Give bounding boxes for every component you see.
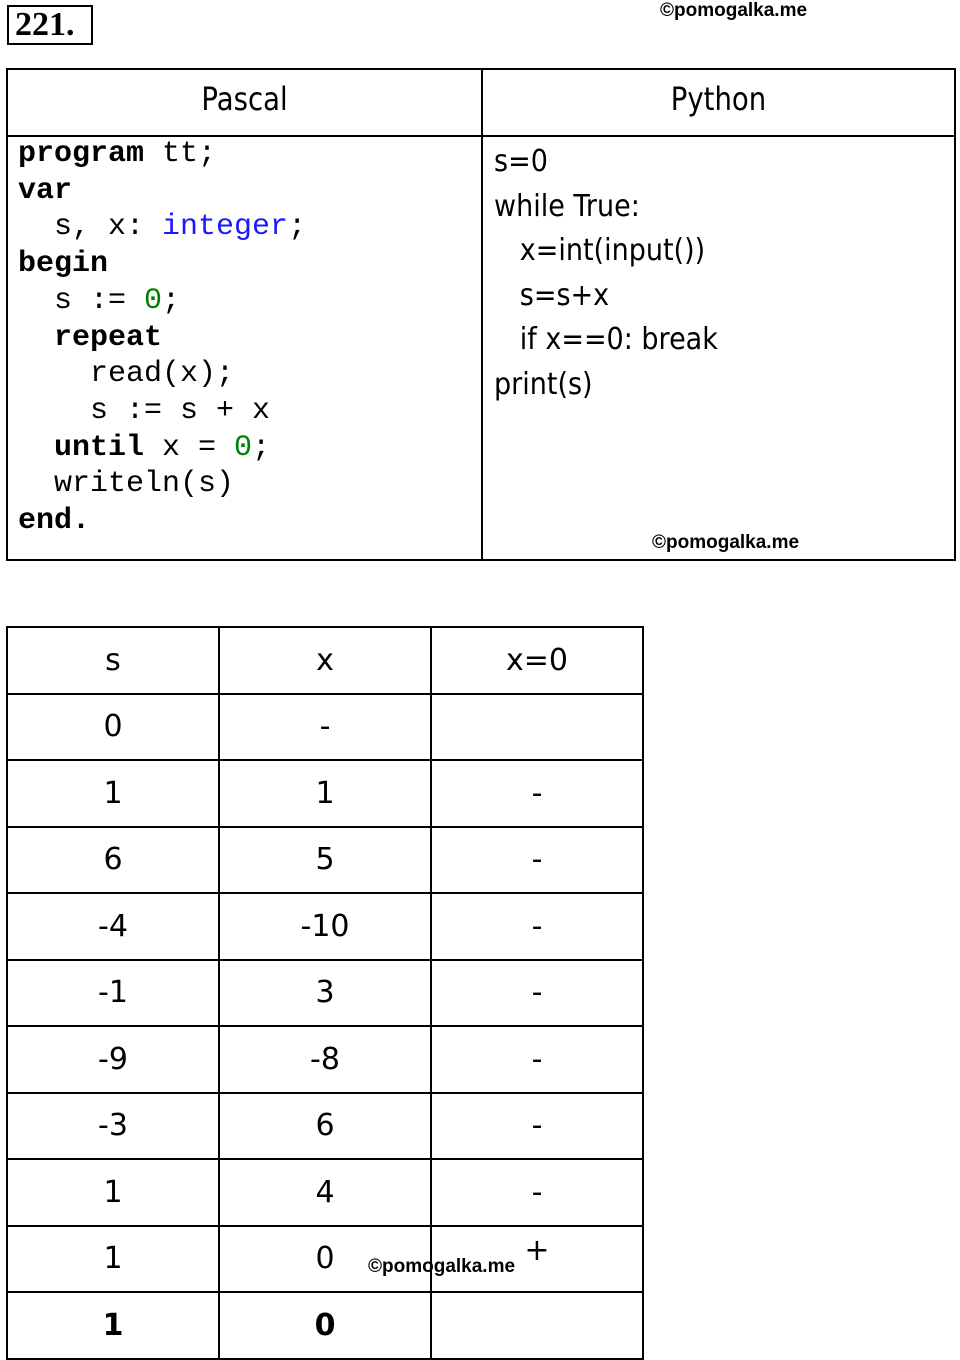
code-token: var bbox=[18, 173, 73, 208]
cell-value: -3 bbox=[98, 1108, 128, 1144]
cell-x bbox=[219, 1093, 431, 1160]
pascal-code-line bbox=[18, 503, 306, 540]
cell-value: 1 bbox=[315, 775, 335, 811]
result-s: 1 bbox=[7, 1292, 219, 1359]
cell-value: - bbox=[531, 775, 543, 811]
code-token: s := bbox=[18, 283, 145, 318]
watermark-python: ©pomogalka.me bbox=[652, 532, 800, 553]
cell-s bbox=[7, 893, 219, 960]
pascal-code-line bbox=[18, 173, 306, 210]
python-code-line: s=0 bbox=[494, 144, 548, 179]
code-token: repeat bbox=[54, 320, 163, 355]
cell-x-equals-zero bbox=[431, 694, 643, 761]
cell-s bbox=[7, 827, 219, 894]
result-x: 0 bbox=[219, 1292, 431, 1359]
cell-s bbox=[7, 694, 219, 761]
cell-s bbox=[7, 1026, 219, 1093]
pascal-code-line bbox=[18, 430, 306, 467]
code-token bbox=[18, 431, 54, 465]
table-row bbox=[7, 827, 643, 894]
cell-value: 0 bbox=[315, 1241, 335, 1277]
cell-value: 4 bbox=[315, 1174, 335, 1210]
cell-x bbox=[219, 1159, 431, 1226]
table-row bbox=[7, 1026, 643, 1093]
pascal-code-line bbox=[18, 136, 306, 173]
cell-s bbox=[7, 1093, 219, 1160]
code-token: 0 bbox=[234, 430, 253, 465]
header-s: s bbox=[7, 627, 219, 694]
cell-x-equals-zero bbox=[431, 1093, 643, 1160]
cell-value: 1 bbox=[103, 1174, 123, 1210]
code-token: until bbox=[54, 430, 145, 465]
cell-x bbox=[219, 760, 431, 827]
cell-value: - bbox=[319, 709, 331, 745]
cell-s bbox=[7, 760, 219, 827]
table-row bbox=[7, 960, 643, 1027]
code-token: begin bbox=[18, 247, 109, 282]
table-row bbox=[7, 694, 643, 761]
header-x: x bbox=[219, 627, 431, 694]
python-code-line: while True: bbox=[494, 188, 640, 224]
cell-x bbox=[219, 1026, 431, 1093]
cell-value: 6 bbox=[103, 842, 123, 878]
pascal-code-line bbox=[18, 209, 306, 246]
cell-x bbox=[219, 893, 431, 960]
python-code-line: s=s+x bbox=[494, 277, 610, 313]
result-empty bbox=[431, 1292, 643, 1359]
cell-value: -1 bbox=[98, 975, 128, 1011]
cell-value: 5 bbox=[315, 842, 335, 878]
cell-x bbox=[219, 827, 431, 894]
cell-x bbox=[219, 694, 431, 761]
pascal-code-line bbox=[18, 356, 306, 393]
cell-value: - bbox=[531, 1108, 543, 1144]
cell-value: -4 bbox=[98, 908, 128, 944]
code-token bbox=[18, 321, 54, 355]
code-token: integer bbox=[162, 210, 289, 245]
column-divider bbox=[481, 70, 483, 559]
cell-value: 3 bbox=[315, 975, 335, 1011]
watermark-table: ©pomogalka.me bbox=[368, 1256, 516, 1277]
python-code-block bbox=[494, 140, 718, 408]
code-token: tt; bbox=[144, 137, 217, 171]
cell-value: - bbox=[531, 1041, 543, 1077]
code-token: program bbox=[18, 137, 145, 171]
table-row bbox=[7, 1226, 643, 1293]
cell-value: -8 bbox=[310, 1041, 340, 1077]
cell-s bbox=[7, 1159, 219, 1226]
cell-value: -9 bbox=[98, 1041, 128, 1077]
python-header: Python bbox=[670, 80, 767, 118]
python-code-line: x=int(input()) bbox=[494, 233, 706, 269]
code-token: s := s + x bbox=[18, 393, 271, 428]
cell-x-equals-zero bbox=[431, 1026, 643, 1093]
problem-number: 221. bbox=[7, 5, 93, 45]
cell-value: + bbox=[524, 1233, 550, 1269]
code-token: read(x); bbox=[18, 357, 235, 392]
cell-value: - bbox=[531, 975, 543, 1011]
code-token: writeln(s) bbox=[18, 467, 235, 502]
cell-value: -10 bbox=[300, 908, 350, 944]
pascal-code-block bbox=[18, 136, 306, 540]
cell-x-equals-zero bbox=[431, 827, 643, 894]
code-token: s, x: bbox=[18, 210, 163, 245]
code-token: ; bbox=[288, 210, 307, 245]
cell-s bbox=[7, 960, 219, 1027]
trace-header-row bbox=[7, 627, 643, 694]
cell-value: 1 bbox=[103, 775, 123, 811]
cell-value: 6 bbox=[315, 1108, 335, 1144]
cell-x-equals-zero bbox=[431, 760, 643, 827]
pascal-code-line bbox=[18, 466, 306, 503]
table-row bbox=[7, 760, 643, 827]
cell-value: 1 bbox=[103, 1241, 123, 1277]
code-token: ; bbox=[162, 283, 181, 318]
cell-value: - bbox=[531, 908, 543, 944]
python-code-line: print(s) bbox=[494, 366, 593, 402]
pascal-code-line bbox=[18, 393, 306, 430]
table-row bbox=[7, 1093, 643, 1160]
pascal-code-line bbox=[18, 246, 306, 283]
cell-x-equals-zero bbox=[431, 893, 643, 960]
result-row bbox=[7, 1292, 643, 1359]
python-code-line: if x==0: break bbox=[494, 322, 718, 358]
cell-value: - bbox=[531, 1174, 543, 1210]
cell-x-equals-zero bbox=[431, 1159, 643, 1226]
pascal-code-line bbox=[18, 320, 306, 357]
code-token: 0 bbox=[144, 283, 163, 318]
pascal-header: Pascal bbox=[201, 80, 288, 118]
table-row bbox=[7, 1159, 643, 1226]
cell-x bbox=[219, 960, 431, 1027]
pascal-code-line bbox=[18, 283, 306, 320]
cell-value: - bbox=[531, 842, 543, 878]
code-comparison-table bbox=[6, 68, 956, 561]
code-token: end. bbox=[18, 504, 91, 539]
cell-x-equals-zero bbox=[431, 960, 643, 1027]
watermark-top: ©pomogalka.me bbox=[660, 0, 808, 21]
header-x-equals-zero: x=0 bbox=[431, 627, 643, 694]
trace-table bbox=[6, 626, 644, 1360]
code-token: ; bbox=[252, 430, 271, 465]
table-row bbox=[7, 893, 643, 960]
code-token: x = bbox=[144, 430, 235, 465]
cell-value: 0 bbox=[103, 709, 123, 745]
cell-s bbox=[7, 1226, 219, 1293]
